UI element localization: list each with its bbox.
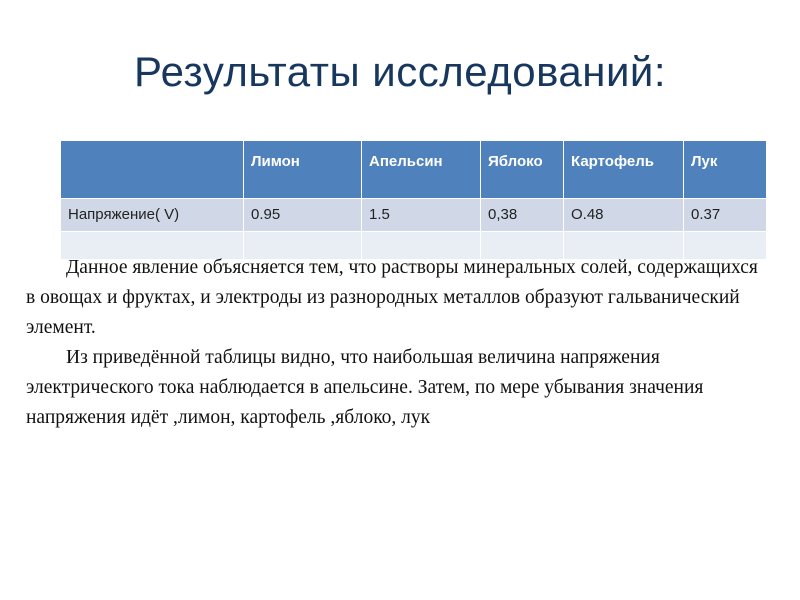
table-header-cell-apple: Яблоко xyxy=(481,141,564,199)
table-cell-lemon: 0.95 xyxy=(244,199,362,232)
paragraph-explanation: Данное явление объясняется тем, что растворы минеральных солей, содержащихся в овощах и фруктах, и электроды из разнородных металлов образуют гальванический элемент. xyxy=(26,257,758,338)
table-header-cell-potato: Картофель xyxy=(564,141,684,199)
table-cell-orange: 1.5 xyxy=(362,199,481,232)
slide-title: Результаты исследований: xyxy=(133,48,667,95)
table-header-cell-empty xyxy=(61,141,244,199)
table-cell-potato: О.48 xyxy=(564,199,684,232)
body-text xyxy=(26,253,771,433)
table-cell-onion: 0.37 xyxy=(684,199,767,232)
table-cell-apple: 0,38 xyxy=(481,199,564,232)
table-header-row xyxy=(61,141,767,199)
table-header-cell-onion: Лук xyxy=(684,141,767,199)
table-row xyxy=(61,199,767,232)
table-header-cell-orange: Апельсин xyxy=(362,141,481,199)
paragraph-conclusion: Из приведённой таблицы видно, что наибольшая величина напряжения электрического тока наблюдается в апельсине. Затем, по мере убывания значения напряжения идёт ,лимон, картофель ,яблоко, лук xyxy=(26,347,704,428)
table-header-cell-lemon: Лимон xyxy=(244,141,362,199)
table-cell-row-label: Напряжение( V) xyxy=(61,199,244,232)
results-table xyxy=(60,140,767,260)
